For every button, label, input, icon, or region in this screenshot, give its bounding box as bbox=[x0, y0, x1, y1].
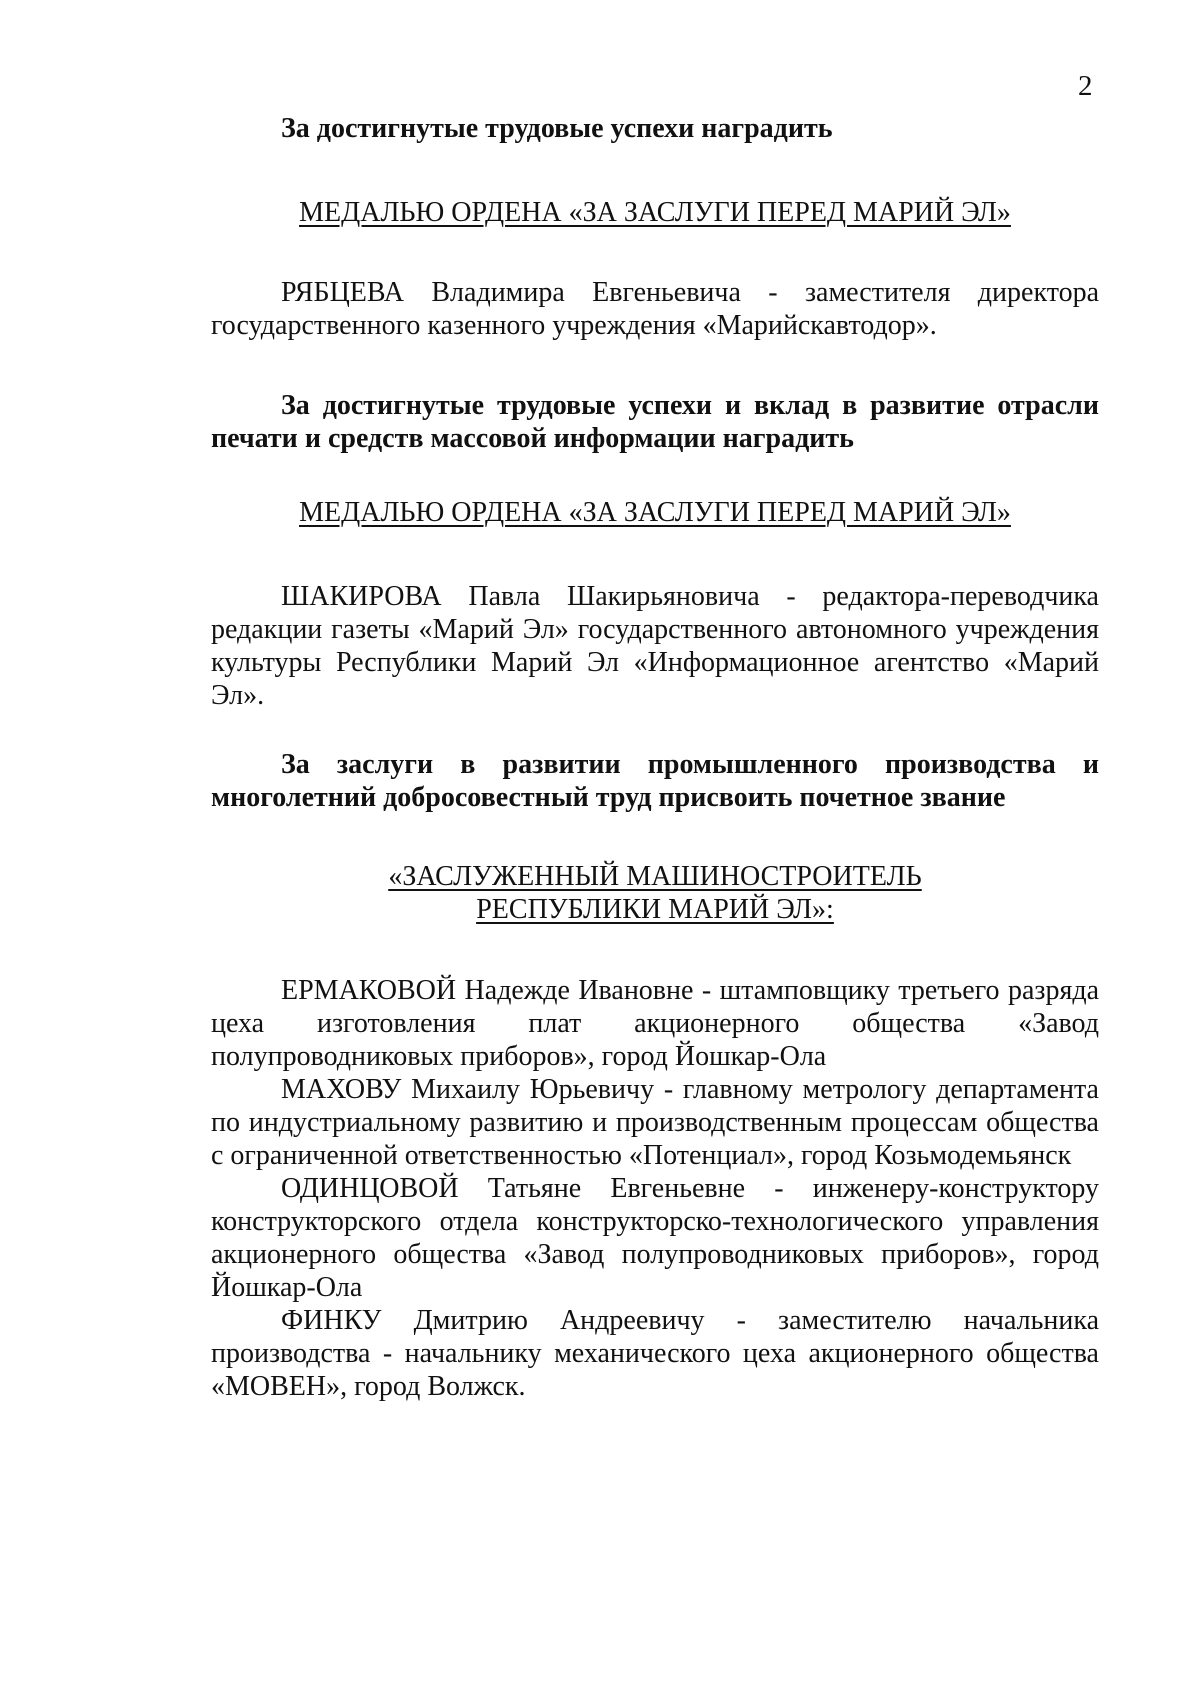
award-title-1 bbox=[211, 196, 1099, 229]
award-title-line: РЕСПУБЛИКИ МАРИЙ ЭЛ»: bbox=[476, 894, 834, 925]
award-title-line: «ЗАСЛУЖЕННЫЙ МАШИНОСТРОИТЕЛЬ bbox=[388, 861, 922, 892]
recipient-entry: ОДИНЦОВОЙ Татьяне Евгеньевне - инженеру-конструктору конструкторского отдела конструкторско-технологического управления акционерного общества «Завод полупроводниковых приборов», город Йошкар-Ола bbox=[211, 1173, 1099, 1303]
award-title-line: МЕДАЛЬЮ ОРДЕНА «ЗА ЗАСЛУГИ ПЕРЕД МАРИЙ ЭЛ» bbox=[299, 197, 1011, 228]
page-number: 2 bbox=[1078, 70, 1093, 102]
recipient-entry: ШАКИРОВА Павла Шакирьяновича - редактора-переводчика редакции газеты «Марий Эл» государственного автономного учреждения культуры Республики Марий Эл «Информационное агентство «Марий Эл». bbox=[211, 581, 1099, 711]
award-intro-2 bbox=[211, 389, 1099, 455]
award-intro-1 bbox=[211, 112, 1099, 145]
award-intro-text: За достигнутые трудовые успехи и вклад в развитие отрасли печати и средств массовой информации наградить bbox=[211, 390, 1099, 454]
award-title-line: МЕДАЛЬЮ ОРДЕНА «ЗА ЗАСЛУГИ ПЕРЕД МАРИЙ ЭЛ» bbox=[299, 497, 1011, 528]
award-title-2 bbox=[211, 496, 1099, 529]
award-title-3 bbox=[211, 860, 1099, 926]
recipient-list-3 bbox=[211, 974, 1099, 1403]
recipient-list-2 bbox=[211, 580, 1099, 712]
recipient-entry: ЕРМАКОВОЙ Надежде Ивановне - штамповщику третьего разряда цеха изготовления плат акционерного общества «Завод полупроводниковых приборов», город Йошкар-Ола bbox=[211, 975, 1099, 1072]
award-intro-text: За заслуги в развитии промышленного производства и многолетний добросовестный труд присвоить почетное звание bbox=[211, 749, 1099, 813]
award-intro-text: За достигнутые трудовые успехи наградить bbox=[281, 113, 833, 144]
award-intro-3 bbox=[211, 748, 1099, 814]
recipient-list-1 bbox=[211, 276, 1099, 342]
recipient-entry: МАХОВУ Михаилу Юрьевичу - главному метрологу департамента по индустриальному развитию и производственным процессам общества с ограниченной ответственностью «Потенциал», город Козьмодемьянск bbox=[211, 1074, 1099, 1171]
recipient-entry: РЯБЦЕВА Владимира Евгеньевича - заместителя директора государственного казенного учреждения «Марийскавтодор». bbox=[211, 277, 1099, 341]
recipient-entry: ФИНКУ Дмитрию Андреевичу - заместителю начальника производства - начальнику механического цеха акционерного общества «МОВЕН», город Волжск. bbox=[211, 1305, 1099, 1402]
